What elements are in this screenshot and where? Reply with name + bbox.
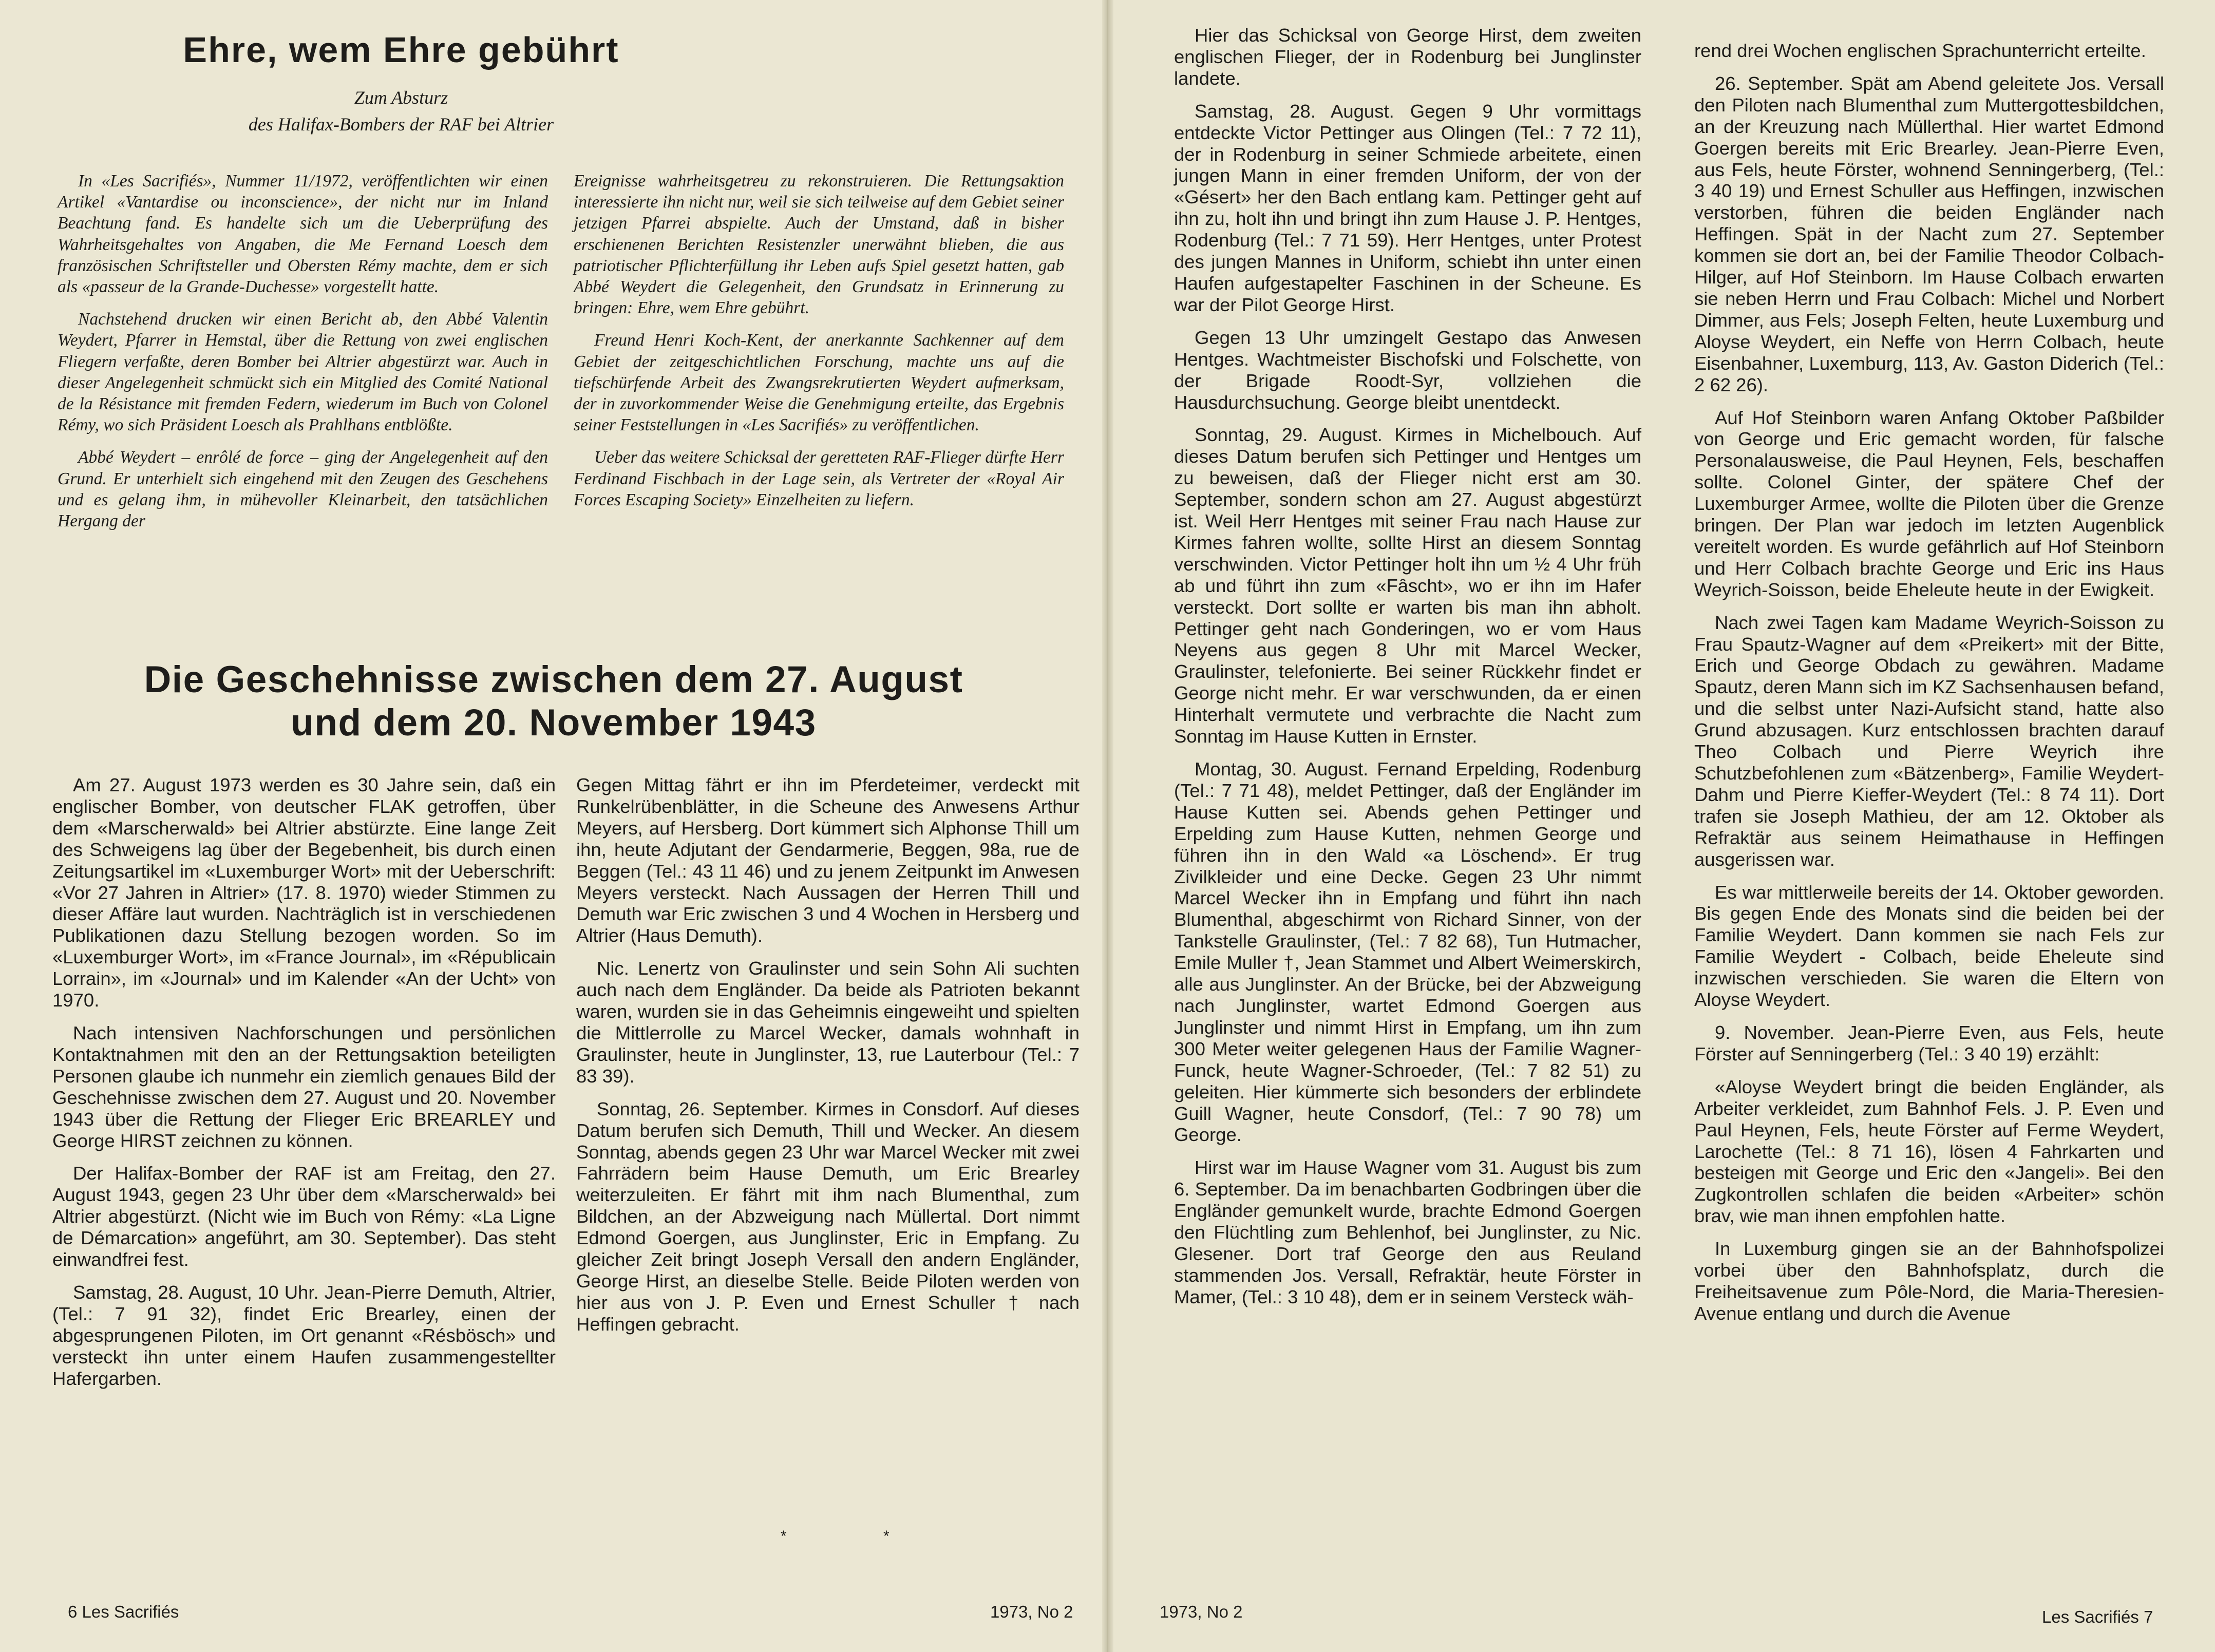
article-column-2 bbox=[576, 774, 1080, 1346]
article-paragraph: Sonntag, 29. August. Kirmes in Michelbouch. Auf dieses Datum berufen sich Pettinger und Hentges um zu beweisen, daß der Flieger nicht erst am 30. September, sondern schon am 27. August abgestürzt ist. Weil Herr Hentges mit seiner Frau nach Hause zur Kirmes fahren wollte, sollte Hirst an diesem Sonntag verschwinden. Victor Pettinger holt ihn um ½ 4 Uhr früh ab und führt ihn zum «Fâscht», wo er ihn im Hafer versteckt. Dort sollte er warten bis man ihn abholt. Pettinger geht nach Gonderingen, wo er vom Haus Neyens aus gegen 8 Uhr mit Marcel Wecker, Graulinster, telefonierte. Bei seiner Rückkehr findet er George nicht mehr. Er war verschwunden, da er einen Hinterhalt vermutete und verbrachte die Nacht zum Sonntag im Hause Kutten in Ernster. bbox=[1174, 424, 1641, 747]
article-column-1 bbox=[52, 774, 556, 1400]
intro-paragraph: Freund Henri Koch-Kent, der anerkannte Sachkenner auf dem Gebiet der zeitgeschichtlichen Forschung, machte uns auf die tiefschürfende Arbeit des Zwangsrekrutierten Weydert aufmerksam, der in zuvorkommender Weise die Genehmigung erteilte, das Ergebnis seiner Feststellungen in «Les Sacrifiés» zu veröffentlichen. bbox=[574, 331, 1064, 435]
intro-paragraph: Abbé Weydert – enrôlé de force – ging der Angelegenheit auf den Grund. Er unterhielt sich eingehend mit den Zeugen des Geschehens und es gelang ihm, in mühevoller Kleinarbeit, den tatsächlichen Hergang der bbox=[58, 448, 548, 531]
article-paragraph: Es war mittlerweile bereits der 14. Oktober geworden. Bis gegen Ende des Monats sind die beiden bei der Familie Weydert. Dann kommen sie nach Fels zur Familie Weydert - Colbach, beide Eheleute sind inzwischen verschieden. Sie waren die Eltern von Aloyse Weydert. bbox=[1694, 881, 2164, 1011]
article-paragraph: 9. November. Jean-Pierre Even, aus Fels, heute Förster auf Senningerberg (Tel.: 3 40 19) erzählt: bbox=[1694, 1021, 2164, 1065]
intro-paragraph: Ueber das weitere Schicksal der geretteten RAF-Flieger dürfte Herr Ferdinand Fischbach in der Lage sein, als Vertreter der «Royal Air Forces Escaping Society» Einzelheiten zu liefern. bbox=[574, 448, 1064, 509]
main-title-line1: Die Geschehnisse zwischen dem 27. August bbox=[144, 659, 963, 700]
article-paragraph: Nach zwei Tagen kam Madame Weyrich-Soisson zu Frau Spautz-Wagner auf dem «Preikert» mit der Bitte, Erich und George Obdach zu gewähren. Madame Spautz, deren Mann sich im KZ Sachsenhausen befand, und die selbst unter Nazi-Aufsicht stand, hatte also Grund abzusagen. Kurz entschlossen brachten darauf Theo Colbach und Pierre Weyrich ihre Schutzbefohlenen zum «Bätzenberg», Familie Weydert-Dahm und Pierre Kieffer-Weydert (Tel.: 8 74 11). Dort trafen sie Joseph Mathieu, der am 12. Oktober als Refraktär aus seinem Heimathause in Heffingen ausgerissen war. bbox=[1694, 612, 2164, 870]
intro-subtitle-line2: des Halifax-Bombers der RAF bei Altrier bbox=[248, 114, 554, 135]
section-separator-stars: * * bbox=[781, 1528, 936, 1545]
article-paragraph: Sonntag, 26. September. Kirmes in Consdorf. Auf dieses Datum berufen sich Demuth, Thill und Wecker. An diesem Sonntag, abends gegen 23 Uhr war Marcel Wecker mit zwei Fahrrädern beim Hause Demuth, um Eric Brearley weiterzuleiten. Er fährt mit ihm nach Blumenthal, zum Bildchen, an der Abzweigung nach Müllertal. Dort nimmt Edmond Goergen, aus Junglinster, Eric in Empfang. Zu gleicher Zeit bringt Joseph Versall den andern Engländer, George Hirst, an dieselbe Stelle. Beide Piloten werden von hier aus von J. P. Even und Ernest Schuller † nach Heffingen gebracht. bbox=[576, 1098, 1080, 1335]
article-paragraph: Hier das Schicksal von George Hirst, dem zweiten englischen Flieger, der in Rodenburg bei Junglinster landete. bbox=[1174, 25, 1641, 89]
intro-title: Ehre, wem Ehre gebührt bbox=[183, 30, 619, 70]
article-paragraph: Gegen 13 Uhr umzingelt Gestapo das Anwesen Hentges. Wachtmeister Bischofski und Folschette, von der Brigade Roodt-Syr, vollziehen die Hausdurchsuchung. George bleibt unentdeckt. bbox=[1174, 327, 1641, 413]
footer-issue: 1973, No 2 bbox=[990, 1602, 1073, 1621]
footer-page-number: 6 Les Sacrifiés bbox=[68, 1602, 179, 1621]
intro-column-2 bbox=[574, 170, 1064, 522]
main-title-line2: und dem 20. November 1943 bbox=[291, 702, 817, 744]
article-paragraph: rend drei Wochen englischen Sprachunterricht erteilte. bbox=[1694, 40, 2146, 61]
footer-page-number: Les Sacrifiés 7 bbox=[2042, 1607, 2153, 1626]
footer-issue: 1973, No 2 bbox=[1160, 1602, 1243, 1621]
article-paragraph: «Aloyse Weydert bringt die beiden Engländer, als Arbeiter verkleidet, zum Bahnhof Fels. J. P. Even und Paul Heynen, Fels, heute Förster auf Ferme Weydert, Larochette (Tel.: 8 71 16), lösen 4 Fahrkarten und besteigen mit George und Eric den «Jangeli». Bei den Zugkontrollen schlafen die beiden «Arbeiter» schön brav, wie man ihnen empfohlen hatte. bbox=[1694, 1076, 2164, 1227]
article-column-3 bbox=[1174, 25, 1641, 1319]
article-paragraph: Nach intensiven Nachforschungen und persönlichen Kontaktnahmen mit den an der Rettungsaktion beteiligten Personen glaube ich nunmehr ein ziemlich genaues Bild der Geschehnisse zwischen dem 27. August und 20. November 1943 über die Rettung der Flieger Eric BREARLEY und George HIRST zeichnen zu können. bbox=[52, 1022, 556, 1151]
article-column-4 bbox=[1694, 40, 2164, 1336]
intro-paragraph: Nachstehend drucken wir einen Bericht ab, den Abbé Valentin Weydert, Pfarrer in Hemstal, über die Rettung von zwei englischen Fliegern verfaßte, deren Bomber bei Altrier abgestürzt war. Auch in dieser Angelegenheit schmückt sich ein Mitglied des Comité National de la Résistance mit fremden Federn, wiederum im Buch von Colonel Rémy, wo sich Präsident Loesch als Prahlhans entblößte. bbox=[58, 310, 548, 435]
article-paragraph: 26. September. Spät am Abend geleitete Jos. Versall den Piloten nach Blumenthal zum Muttergottesbildchen, an der Kreuzung nach Müllerthal. Hier wartet Edmond Goergen bereits mit Eric Brearley. Jean-Pierre Even, aus Fels, heute Förster, wohnend Senningerberg, (Tel.: 3 40 19) und Ernest Schuller aus Heffingen, inzwischen verstorben, führen die beiden Engländer nach Heffingen. Spät in der Nacht zum 27. September kommen sie dort an, bei der Familie Theodor Colbach-Hilger, auf Hof Steinborn. Im Hause Colbach erwarten sie neben Herrn und Frau Colbach: Michel und Norbert Dimmer, aus Fels; Joseph Felten, heute Luxemburg und Aloyse Weydert, ein Neffe von Herrn Colbach, heute Eisenbahner, Luxemburg, 113, Av. Gaston Diderich (Tel.: 2 62 26). bbox=[1694, 72, 2164, 395]
article-paragraph: Montag, 30. August. Fernand Erpelding, Rodenburg (Tel.: 7 71 48), meldet Pettinger, daß der Engländer im Hause Kutten sei. Abends gehen Pettinger und Erpelding zum Hause Kutten, nehmen George und führen ihn in den Wald «a Löschend». Er trug Zivilkleider und eine Decke. Gegen 23 Uhr nimmt Marcel Wecker ihn in Empfang und führt ihn nach Blumenthal, abgeschirmt von Richard Sinner, von der Tankstelle Graulinster, (Tel.: 7 82 68), Tun Hutmacher, Emile Muller †, Jean Stammet und Albert Weimerskirch, alle aus Junglinster. An der Brücke, bei der Abzweigung nach Junglinster, wartet Edmond Goergen aus Junglinster und nimmt Hirst in Empfang, um ihn zum 300 Meter weiter gelegenen Haus der Familie Wagner-Funck, heute Wagner-Schroeder, (Tel.: 7 82 51) zu geleiten. Hier kümmerte sich besonders der erblindete Guill Wagner, heute Consdorf, (Tel.: 7 90 78) um George. bbox=[1174, 758, 1641, 1146]
intro-subtitle-line1: Zum Absturz bbox=[354, 87, 448, 108]
article-paragraph: Gegen Mittag fährt er ihn im Pferdeteimer, verdeckt mit Runkelrübenblätter, in die Scheune des Anwesens Arthur Meyers, auf Hersberg. Dort kümmert sich Alphonse Thill um ihn, heute Adjutant der Gendarmerie, Beggen, 98a, rue de Beggen (Tel.: 43 11 46) und zu jenem Zeitpunkt im Anwesen Meyers versteckt. Nach Aussagen der Herren Thill und Demuth war Eric zwischen 3 und 4 Wochen in Hersberg und Altrier (Haus Demuth). bbox=[576, 774, 1080, 946]
article-paragraph: Hirst war im Hause Wagner vom 31. August bis zum 6. September. Da im benachbarten Godbringen über die Engländer gemunkelt wurde, brachte Edmond Goergen den Flüchtling zum Behlenhof, bei Junglinster, zu Nic. Glesener. Dort traf George den aus Reuland stammenden Jos. Versall, Refraktär, heute Förster in Mamer, (Tel.: 3 10 48), dem er in seinem Versteck wäh- bbox=[1174, 1157, 1641, 1307]
book-gutter bbox=[1102, 0, 1113, 1652]
left-page bbox=[0, 0, 1107, 1652]
article-paragraph: In Luxemburg gingen sie an der Bahnhofspolizei vorbei über den Bahnhofsplatz, durch die Freiheitsavenue zum Pôle-Nord, die Maria-Theresien-Avenue entlang und durch die Avenue bbox=[1694, 1238, 2164, 1324]
right-page bbox=[1107, 0, 2215, 1652]
intro-column-1 bbox=[58, 170, 548, 543]
article-paragraph: Samstag, 28. August, 10 Uhr. Jean-Pierre Demuth, Altrier, (Tel.: 7 91 32), findet Eric Brearley, einen der abgesprungenen Piloten, im Ort genannt «Résbösch» und versteckt ihn unter einem Haufen zusammengestellter Hafergarben. bbox=[52, 1281, 556, 1389]
article-paragraph: Auf Hof Steinborn waren Anfang Oktober Paßbilder von George und Eric gemacht worden, für falsche Personalausweise, die Paul Heynen, Fels, beschaffen sollte. Colonel Ginter, der spätere Chef der Luxemburger Armee, wollte die Piloten über die Grenze bringen. Der Plan war jedoch im letzten Augenblick vereitelt worden. Es wurde gefährlich auf Hof Steinborn und Herr Colbach brachte George und Eric ins Haus Weyrich-Soisson, beide Eheleute heute in der Ewigkeit. bbox=[1694, 407, 2164, 600]
article-paragraph: Nic. Lenertz von Graulinster und sein Sohn Ali suchten auch nach dem Engländer. Da beide als Patrioten bekannt waren, wurden sie in das Geheimnis eingeweiht und spielten die Mittlerrolle zu Marcel Wecker, damals wohnhaft in Graulinster, heute in Junglinster, 13, rue Lauterbour (Tel.: 7 83 39). bbox=[576, 958, 1080, 1087]
intro-paragraph: In «Les Sacrifiés», Nummer 11/1972, veröffentlichten wir einen Artikel «Vantardise ou inconscience», der nicht nur im Inland Beachtung fand. Es handelte sich um die Ueberprüfung des Wahrheitsgehaltes von Angaben, die Me Fernand Loesch dem französischen Schriftsteller und Obersten Rémy machte, dem er sich als «passeur de la Grande-Duchesse» vorgestellt hatte. bbox=[58, 172, 548, 297]
intro-paragraph: Ereignisse wahrheitsgetreu zu rekonstruieren. Die Rettungsaktion interessierte ihn nicht nur, weil sie sich teilweise auf dem Gebiet seiner jetzigen Pfarrei abspielte. Auch der Umstand, daß in bisher erschienenen Berichten Resistenzler unerwähnt blieben, die aus patriotischer Pflichterfüllung ihr Leben aufs Spiel gesetzt hatten, gab Abbé Weydert die Gelegenheit, den Grundsatz in Erinnerung zu bringen: Ehre, wem Ehre gebührt. bbox=[574, 172, 1064, 318]
article-paragraph: Samstag, 28. August. Gegen 9 Uhr vormittags entdeckte Victor Pettinger aus Olingen (Tel.: 7 72 11), der in Rodenburg in seiner Schmiede arbeitete, einen jungen Mann in einer fremden Uniform, der von der «Gésert» her den Bach entlang kam. Pettinger geht auf ihn zu, holt ihn und bringt ihn zum Hause J. P. Hentges, Rodenburg (Tel.: 7 71 59). Herr Hentges, unter Protest des jungen Mannes in Uniform, schiebt ihn unter einen Haufen aufgestapelter Faschinen in der Scheune. Es war der Pilot George Hirst. bbox=[1174, 100, 1641, 315]
article-paragraph: Am 27. August 1973 werden es 30 Jahre sein, daß ein englischer Bomber, von deutscher FLAK getroffen, über dem «Marscherwald» bei Altrier abstürzte. Eine lange Zeit des Schweigens lag über der Begebenheit, bis durch einen Zeitungsartikel im «Luxemburger Wort» mit der Ueberschrift: «Vor 27 Jahren in Altrier» (17. 8. 1970) wieder Stimmen zu dieser Affäre laut wurden. Nachträglich ist in verschiedenen Publikationen dazu Stellung bezogen worden. So im «Luxemburger Wort», im «France Journal», im «Républicain Lorrain», im «Journal» und im Kalender «An der Ucht» von 1970. bbox=[52, 774, 556, 1011]
article-paragraph: Der Halifax-Bomber der RAF ist am Freitag, den 27. August 1943, gegen 23 Uhr über dem «Marscherwald» bei Altrier abgestürzt. (Nicht wie im Buch von Rémy: «La Ligne de Démarcation» angeführt, am 30. September). Das steht einwandfrei fest. bbox=[52, 1163, 556, 1270]
